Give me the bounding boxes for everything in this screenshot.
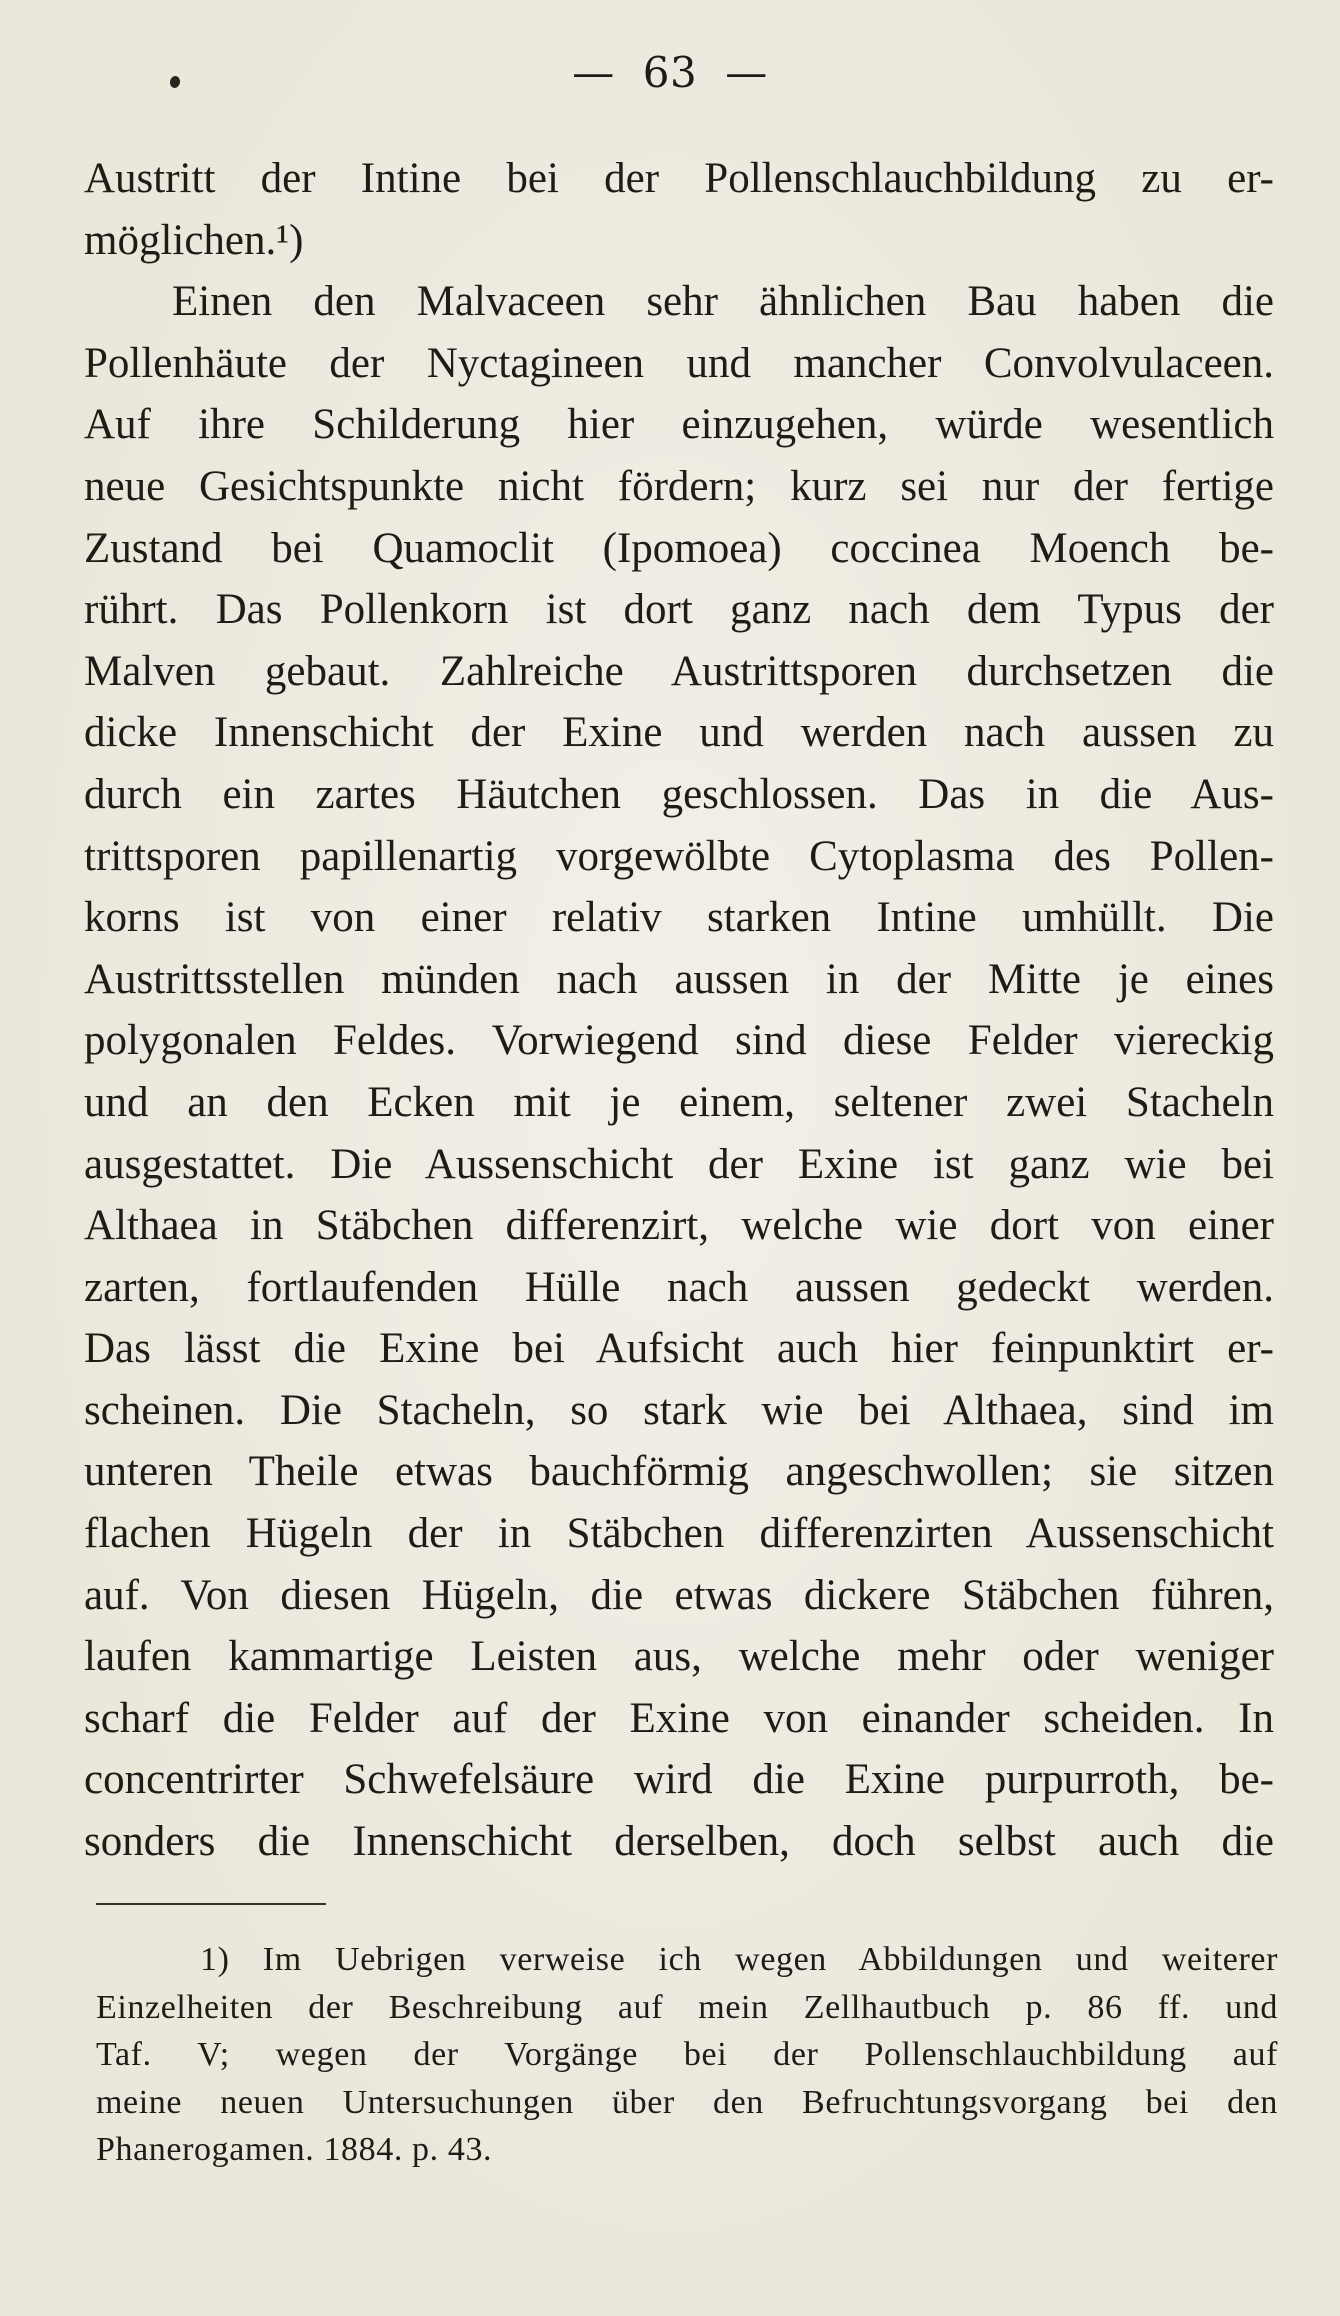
text-line: flachen Hügeln der in Stäbchen differenzirten Aussenschicht <box>84 1510 1274 1558</box>
text-line: Das lässt die Exine bei Aufsicht auch hier feinpunktirt er- <box>84 1325 1274 1373</box>
text-line: zarten, fortlaufenden Hülle nach aussen gedeckt werden. <box>84 1263 1274 1311</box>
page-number-dash-left: — <box>572 48 615 97</box>
text-line: Pollenhäute der Nyctagineen und mancher Convolvulaceen. <box>84 339 1274 387</box>
text-line: und an den Ecken mit je einem, seltener zwei Stacheln <box>84 1078 1274 1126</box>
text-line: sonders die Innenschicht derselben, doch selbst auch die <box>84 1818 1274 1866</box>
text-line: Malven gebaut. Zahlreiche Austrittsporen durchsetzen die <box>84 647 1274 695</box>
text-line: scheinen. Die Stacheln, so stark wie bei Althaea, sind im <box>84 1386 1274 1434</box>
page-number-header <box>0 48 1340 97</box>
text-line: Auf ihre Schilderung hier einzugehen, würde wesentlich <box>84 401 1274 449</box>
text-line: Austrittsstellen münden nach aussen in der Mitte je eines <box>84 955 1274 1003</box>
text-line: auf. Von diesen Hügeln, die etwas dickere Stäbchen führen, <box>84 1571 1274 1619</box>
text-line: Althaea in Stäbchen differenzirt, welche wie dort von einer <box>84 1202 1274 1250</box>
page-number-dash-right: — <box>725 48 768 97</box>
footnote-line: Phanerogamen. 1884. p. 43. <box>96 2131 493 2168</box>
body-text <box>84 148 1274 1873</box>
footnote-line: meine neuen Untersuchungen über den Befruchtungsvorgang bei den <box>96 2083 1278 2121</box>
text-line: concentrirter Schwefelsäure wird die Exine purpurroth, be- <box>84 1756 1274 1804</box>
text-line: rührt. Das Pollenkorn ist dort ganz nach dem Typus der <box>84 586 1274 634</box>
text-line: neue Gesichtspunkte nicht fördern; kurz sei nur der fertige <box>84 462 1274 510</box>
footnote-line: Taf. V; wegen der Vorgänge bei der Pollenschlauchbildung auf <box>96 2036 1278 2073</box>
text-line: Einen den Malvaceen sehr ähnlichen Bau haben die <box>172 278 1274 326</box>
text-line: ausgestattet. Die Aussenschicht der Exine ist ganz wie bei <box>84 1140 1274 1188</box>
text-line: Zustand bei Quamoclit (Ipomoea) coccinea Moench be- <box>84 524 1274 572</box>
text-line: durch ein zartes Häutchen geschlossen. Das in die Aus- <box>84 770 1274 818</box>
text-line: laufen kammartige Leisten aus, welche mehr oder weniger <box>84 1633 1274 1681</box>
text-line: möglichen.¹) <box>84 216 304 264</box>
footnote <box>96 1936 1278 2174</box>
text-line: unteren Theile etwas bauchförmig angeschwollen; sie sitzen <box>84 1448 1274 1496</box>
footnote-line: 1) Im Uebrigen verweise ich wegen Abbildungen und weiterer <box>200 1941 1278 1978</box>
page-number: 63 <box>642 48 698 97</box>
text-line: trittsporen papillenartig vorgewölbte Cytoplasma des Pollen- <box>84 832 1274 880</box>
footnote-line: Einzelheiten der Beschreibung auf mein Zellhautbuch p. 86 ff. und <box>96 1988 1278 2026</box>
footnote-divider <box>96 1903 326 1905</box>
text-line: polygonalen Feldes. Vorwiegend sind diese Felder viereckig <box>84 1017 1274 1065</box>
text-line: dicke Innenschicht der Exine und werden nach aussen zu <box>84 709 1274 757</box>
text-line: korns ist von einer relativ starken Intine umhüllt. Die <box>84 894 1274 942</box>
text-line: scharf die Felder auf der Exine von einander scheiden. In <box>84 1694 1274 1742</box>
text-line: Austritt der Intine bei der Pollenschlauchbildung zu er- <box>84 155 1274 202</box>
